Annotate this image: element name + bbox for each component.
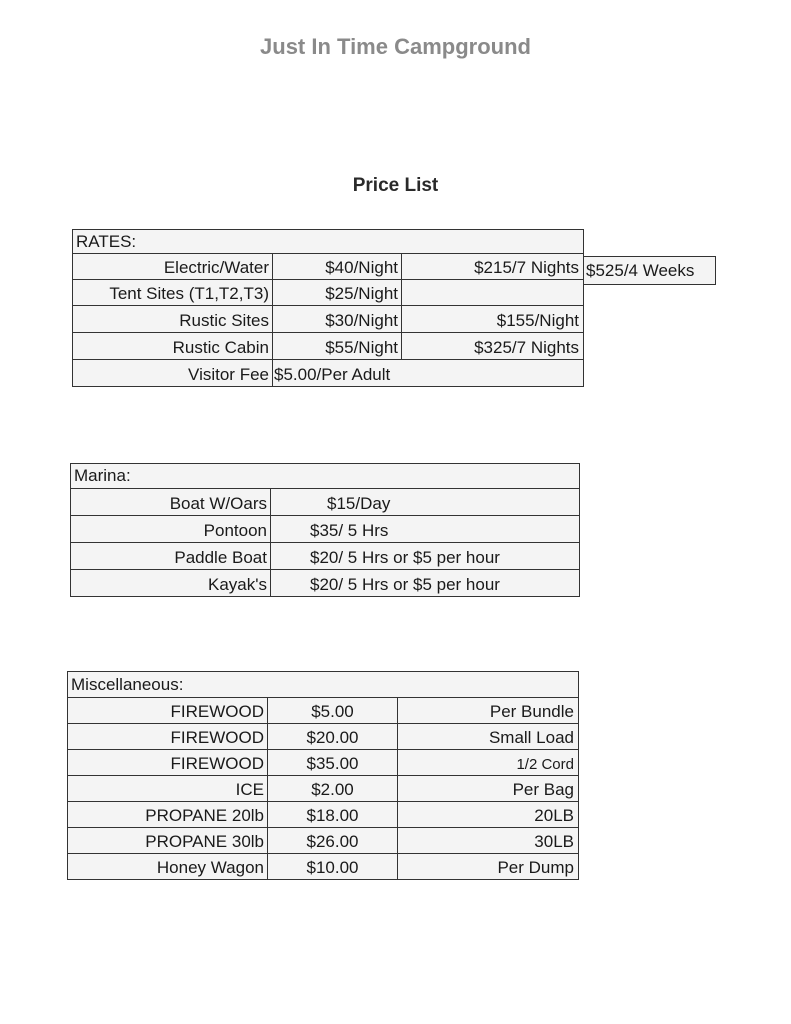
rate-price: $25/Night [273, 280, 402, 305]
rate-extra [402, 280, 582, 305]
rate-price: $30/Night [273, 306, 402, 332]
marina-item-price: $15/Day [327, 494, 391, 513]
misc-item-price: $2.00 [268, 776, 398, 801]
misc-header: Miscellaneous: [71, 674, 184, 694]
table-row [67, 724, 579, 750]
table-row [72, 280, 584, 306]
rate-name: Tent Sites (T1,T2,T3) [73, 280, 273, 305]
marina-header-row [70, 463, 580, 489]
table-row [67, 828, 579, 854]
misc-item-price: $18.00 [268, 802, 398, 827]
misc-item-unit: 20LB [534, 806, 574, 825]
rate-extra: $215/7 Nights [474, 258, 579, 277]
table-row [67, 750, 579, 776]
table-row [72, 333, 584, 360]
table-row [67, 776, 579, 802]
rate-price: $55/Night [273, 333, 402, 359]
rates-header-row [72, 229, 584, 254]
misc-item-price: $26.00 [268, 828, 398, 853]
marina-table [70, 463, 580, 597]
table-row [70, 570, 580, 597]
table-row [72, 306, 584, 333]
misc-item-name: ICE [68, 776, 268, 801]
misc-item-unit: 30LB [534, 832, 574, 851]
marina-item-price: $20/ 5 Hrs or $5 per hour [310, 548, 500, 567]
misc-header-row [67, 671, 579, 698]
marina-item-name: Pontoon [71, 516, 271, 542]
misc-item-name: FIREWOOD [68, 724, 268, 749]
rate-price: $5.00/Per Adult [274, 365, 391, 384]
marina-item-name: Paddle Boat [71, 543, 271, 569]
table-row [70, 489, 580, 516]
misc-item-price: $5.00 [268, 698, 398, 723]
rates-header: RATES: [76, 231, 137, 251]
marina-item-price: $35/ 5 Hrs [310, 521, 389, 540]
misc-item-price: $35.00 [268, 750, 398, 775]
rates-table [72, 229, 584, 387]
table-row [67, 802, 579, 828]
rate-extra-weekly: $525/4 Weeks [583, 256, 716, 285]
rate-extra: $155/Night [496, 311, 579, 330]
rate-price: $40/Night [273, 254, 402, 279]
rate-name: Rustic Cabin [73, 333, 273, 359]
marina-item-name: Kayak's [71, 570, 271, 596]
misc-item-unit: Per Dump [497, 858, 574, 877]
table-row [72, 254, 584, 280]
misc-table [67, 671, 579, 880]
document-title: Just In Time Campground [260, 34, 531, 59]
misc-item-price: $10.00 [268, 854, 398, 879]
misc-item-name: Honey Wagon [68, 854, 268, 879]
marina-header: Marina: [74, 466, 131, 485]
rate-name: Rustic Sites [73, 306, 273, 332]
misc-item-price: $20.00 [268, 724, 398, 749]
misc-item-unit: Per Bundle [489, 702, 574, 721]
marina-item-price: $20/ 5 Hrs or $5 per hour [310, 575, 500, 594]
table-row [70, 516, 580, 543]
misc-item-name: FIREWOOD [68, 750, 268, 775]
table-row [67, 698, 579, 724]
misc-item-unit: Small Load [488, 728, 574, 747]
misc-item-name: PROPANE 30lb [68, 828, 268, 853]
misc-item-name: PROPANE 20lb [68, 802, 268, 827]
rate-name: Electric/Water [73, 254, 273, 279]
table-row [72, 360, 584, 387]
misc-item-name: FIREWOOD [68, 698, 268, 723]
table-row [70, 543, 580, 570]
rate-name: Visitor Fee [73, 360, 273, 386]
marina-item-name: Boat W/Oars [71, 489, 271, 515]
rate-extra: $325/7 Nights [474, 338, 579, 357]
misc-item-unit: 1/2 Cord [516, 756, 574, 773]
table-row [67, 854, 579, 880]
misc-item-unit: Per Bag [512, 780, 574, 799]
price-list-heading: Price List [352, 175, 439, 196]
